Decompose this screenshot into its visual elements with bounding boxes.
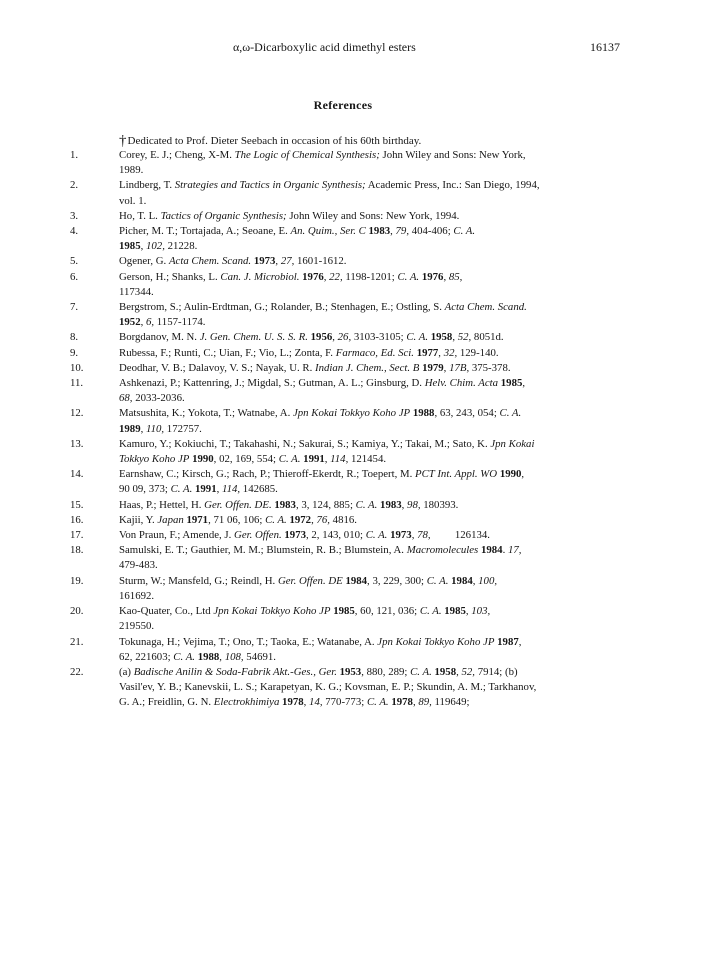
reference-segment: Sturm, W.; Mansfeld, G.; Reindl, H. [119,574,278,587]
reference-year: 1956 [310,331,333,344]
reference-italic-text: Helv. Chim. Acta [424,377,499,390]
reference-line [119,452,595,467]
reference-year: 1952 [119,316,141,329]
reference-item [0,178,720,208]
reference-segment: Tokunaga, H.; Vejima, T.; Ono, T.; Taoka, E.; Watanabe, A. [119,635,378,648]
reference-item [0,376,720,406]
reference-text [119,437,595,467]
reference-item [0,574,720,604]
reference-segment: , 404-406; [406,225,454,238]
reference-italic-text: C. A. [173,650,195,663]
reference-italic-text: 76, [316,513,330,526]
reference-item [0,498,720,513]
reference-italic-text: C. A. [366,696,389,709]
reference-segment: , [521,468,525,481]
reference-number: 18. [70,544,84,557]
reference-number: 20. [70,605,84,618]
reference-line [119,422,595,437]
reference-number: 4. [70,225,79,238]
reference-text [119,361,595,376]
reference-year: 1985 [119,240,141,253]
reference-year: 1990 [499,468,522,481]
reference-line [119,194,595,209]
reference-line [119,604,595,619]
reference-italic-text: Farmaco, Ed. Sci. [335,346,414,359]
reference-italic-text: C. A. [170,483,193,496]
reference-item [0,635,720,665]
reference-segment: John Wiley and Sons: New York, 1994. [286,209,460,222]
reference-segment: , [522,377,526,390]
reference-segment: 3103-3105; [351,331,407,344]
reference-segment: 142685. [240,483,278,496]
reference-line [119,346,595,361]
reference-text [119,467,595,497]
reference-line [119,589,595,604]
reference-segment: Picher, M. T.; Tortajada, A.; Seoane, E. [119,225,291,238]
reference-year: 1978 [391,696,413,709]
reference-segment: Ho, T. L. [119,209,161,222]
reference-text [119,270,595,300]
reference-italic-text: Indian J. Chem., Sect. B [315,361,420,374]
reference-line [119,254,595,269]
reference-item [0,346,720,361]
reference-italic-text: 14, [309,696,323,709]
reference-segment: vol. 1. [119,194,147,207]
reference-segment: , 71 06, 106; [208,513,266,526]
reference-line [119,558,595,573]
reference-segment: , [443,270,449,283]
reference-segment: , [324,453,331,466]
reference-italic-text: Acta Chem. Scand. [444,301,527,314]
reference-segment: Earnshaw, C.; Kirsch, G.; Rach, P.; Thieroff-Ekerdt, R.; Toepert, M. [119,468,416,481]
reference-segment: 161692. [119,589,155,602]
reference-year: 1988 [197,650,220,663]
reference-segment: Gerson, H.; Shanks, L. [119,270,221,283]
reference-line [119,619,595,634]
reference-italic-text: 100, [478,574,498,587]
reference-year: 1984 [345,574,368,587]
reference-italic-text: 89, [418,696,432,709]
reference-segment: Deodhar, V. B.; Dalavoy, V. S.; Nayak, U. R. [119,361,316,374]
reference-line [119,665,595,680]
reference-italic-text: C. A. [406,331,429,344]
reference-segment: , 60, 121, 036; [354,605,420,618]
reference-segment: 117344. [119,285,154,298]
reference-italic-text: C. A. [499,407,522,420]
reference-italic-text: C. A. [278,453,301,466]
reference-italic-text: Japan [157,513,184,526]
reference-text [119,148,595,178]
reference-segment: Academic Press, Inc.: San Diego, 1994, [365,179,540,192]
reference-item [0,528,720,543]
reference-text [119,178,595,208]
reference-text [119,604,595,634]
reference-item [0,406,720,436]
reference-italic-text: 17, [507,544,522,557]
reference-line [119,270,595,285]
reference-italic-text: Jpn Kokai Tokkyo Koho JP [292,407,411,420]
reference-year: 1973 [284,529,306,542]
reference-line [119,406,595,421]
reference-italic-text: An. Quim., Ser. C [290,225,366,238]
reference-segment: Rubessa, F.; Runti, C.; Uian, F.; Vio, L.; Zonta, F. [119,346,336,359]
reference-number: 7. [70,301,79,314]
reference-italic-text: 68, [119,392,133,405]
reference-italic-text: C. A. [426,574,449,587]
reference-segment: Samulski, E. T.; Gauthier, M. M.; Blumstein, R. B.; Blumstein, A. [119,544,407,557]
reference-segment: Bergstrom, S.; Aulin-Erdtman, G.; Rolander, B.; Stenhagen, E.; Ostling, S. [119,301,445,314]
reference-item [0,665,720,711]
reference-line [119,482,595,497]
reference-segment: Kao-Quater, Co., Ltd [119,605,214,618]
reference-number: 13. [70,437,84,450]
reference-italic-text: J. Gen. Chem. U. S. S. R. [199,331,308,344]
reference-segment: 129-140. [457,346,499,359]
reference-number: 9. [70,346,79,359]
reference-italic-text: 102, [146,240,165,253]
reference-italic-text: Badische Anilin & Soda-Fabrik Akt.-Ges., Ger. [133,665,337,678]
reference-italic-text: 98, [407,498,421,511]
reference-segment: Haas, P.; Hettel, H. [119,498,205,511]
reference-year: 1987 [497,635,519,648]
reference-segment: 770-773; [322,696,367,709]
reference-segment: 219550. [119,620,155,633]
reference-line [119,635,595,650]
reference-segment: 119649; [431,696,470,709]
reference-line [119,437,595,452]
reference-item [0,148,720,178]
reference-segment: Lindberg, T. [119,179,175,192]
dedication-note [119,132,421,149]
reference-number: 2. [70,179,79,192]
reference-year: 1976 [302,270,324,283]
reference-segment: 375-378. [469,361,511,374]
section-title: References [313,98,373,112]
reference-line [119,680,595,695]
reference-year: 1972 [289,513,312,526]
reference-year: 1958 [430,331,453,344]
reference-segment: , [443,361,450,374]
reference-item [0,330,720,345]
reference-segment: , [390,225,396,238]
reference-text [119,528,595,543]
reference-year: 1985 [500,377,523,390]
reference-segment: Ashkenazi, P.; Kattenring, J.; Migdal, S.; Gutman, A. L.; Ginsburg, D. [119,377,425,390]
reference-italic-text: 85, [448,270,463,283]
reference-italic-text: Macromolecules [406,544,479,557]
reference-italic-text: 79 [395,225,407,238]
reference-text [119,513,595,528]
reference-year: 1991 [303,453,325,466]
reference-italic-text: 78, [417,529,431,542]
reference-italic-text: 114, [330,453,349,466]
reference-segment: Vasil'ev, Y. B.; Kanevskii, L. S.; Karapetyan, K. G.; Kovsman, E. P.; Skundin, A. M.; Tarkhanov, [119,681,537,694]
reference-segment: 1157-1174. [154,316,206,329]
reference-year: 1977 [416,346,439,359]
reference-italic-text: 6, [146,316,155,329]
reference-italic-text: C. A. [365,529,388,542]
reference-text [119,543,595,573]
reference-line [119,361,595,376]
reference-year: 1971 [186,513,209,526]
reference-segment: 62, 221603; [119,650,174,663]
reference-italic-text: PCT Int. Appl. WO [415,468,498,481]
reference-italic-text: C. A. [397,270,420,283]
reference-item [0,224,720,254]
reference-number: 21. [70,635,84,648]
reference-segment: Borgdanov, M. N. [119,331,200,344]
reference-line [119,467,595,482]
reference-line [119,178,595,193]
reference-segment: 4816. [329,513,357,526]
reference-segment: 121454. [348,453,387,466]
reference-segment: , [303,696,310,709]
reference-italic-text: 52, [461,665,475,678]
reference-segment: 180393. [420,498,459,511]
reference-text [119,300,595,330]
reference-item [0,437,720,467]
reference-segment: G. A.; Freidlin, G. N. [119,696,214,709]
running-title: α,ω-Dicarboxylic acid dimethyl esters [233,40,416,54]
reference-segment: 21228. [164,240,198,253]
reference-text [119,665,595,711]
reference-line [119,300,595,315]
reference-italic-text: Ger. Offen. DE [277,574,343,587]
reference-number: 15. [70,498,84,511]
reference-text [119,330,595,345]
reference-line [119,148,595,163]
reference-segment: , [219,650,225,663]
reference-italic-text: Ger. Offen. [234,529,282,542]
reference-year: 1983 [380,498,402,511]
reference-number: 6. [70,270,79,283]
reference-segment: 1601-1612. [294,255,347,268]
reference-text [119,346,595,361]
reference-segment: , [275,255,281,268]
reference-segment: 1989. [119,164,144,177]
reference-year: 1985 [444,605,466,618]
reference-italic-text: Acta Chem. Scand. [168,255,252,268]
reference-year: 1953 [339,665,362,678]
reference-line [119,330,595,345]
reference-number: 17. [70,529,84,542]
reference-year: 1990 [192,453,214,466]
reference-segment: , [518,635,522,648]
reference-item [0,361,720,376]
reference-line [119,163,595,178]
reference-year: 1958 [434,665,457,678]
reference-year: 1983 [368,225,391,238]
reference-italic-text: Jpn Kokai Tokkyo Koho JP [377,635,495,648]
reference-line [119,543,595,558]
reference-year: 1988 [412,407,435,420]
reference-number: 3. [70,209,79,222]
reference-item [0,209,720,224]
reference-year: 1985 [333,605,355,618]
reference-segment: (a) [119,665,134,678]
reference-segment: 7914; (b) [475,665,518,678]
reference-number: 1. [70,149,79,161]
reference-item [0,604,720,634]
reference-segment: 172757. [164,422,202,435]
reference-number: 10. [70,361,84,374]
reference-line [119,239,595,254]
reference-segment: , [456,665,462,678]
reference-segment: John Wiley and Sons: New York, [379,149,526,161]
reference-text [119,574,595,604]
reference-year: 1991 [195,483,217,496]
reference-segment: Kamuro, Y.; Kokiuchi, T.; Takahashi, N.; Sakurai, S.; Kamiya, Y.; Takai, M.; Sato, K. [119,437,491,450]
reference-line [119,285,595,300]
reference-item [0,543,720,573]
reference-number: 8. [70,331,79,344]
reference-year: 1973 [253,255,276,268]
reference-segment: , 880, 289; [361,665,411,678]
reference-segment: , [140,422,146,435]
reference-segment: Matsushita, K.; Yokota, T.; Watnabe, A. [119,407,293,420]
reference-segment: Corey, E. J.; Cheng, X-M. [119,149,235,161]
reference-year: 1973 [390,529,412,542]
reference-italic-text: 110, [146,422,165,435]
reference-text [119,209,595,224]
reference-line [119,376,595,391]
running-header [0,40,720,60]
reference-italic-text: Electrokhimiya [213,696,280,709]
reference-italic-text: Jpn Kokai Tokkyo Koho JP [213,605,331,618]
reference-line [119,391,595,406]
reference-italic-text: 114, [222,483,241,496]
reference-line [119,513,595,528]
reference-italic-text: C. A. [265,513,287,526]
reference-segment: , [472,574,479,587]
reference-segment: 8051d. [471,331,504,344]
reference-italic-text: 27, [280,255,295,268]
reference-year: 1984 [451,574,473,587]
reference-segment: 479-483. [119,559,158,572]
reference-italic-text: Jpn Kokai [490,437,535,450]
reference-italic-text: C. A. [355,498,378,511]
reference-year: 1989 [119,422,141,435]
reference-segment: , [332,331,338,344]
reference-italic-text: 103, [471,605,491,618]
reference-segment: , [465,605,472,618]
reference-line [119,650,595,665]
reference-segment: , 3, 124, 885; [295,498,356,511]
reference-segment: 126134. [430,529,490,542]
reference-line [119,498,595,513]
reference-year: 1984 [480,544,503,557]
reference-segment: , [438,346,444,359]
reference-italic-text: 32, [443,346,458,359]
reference-item [0,513,720,528]
reference-segment: , 02, 169, 554; [213,453,279,466]
reference-italic-text: Strategies and Tactics in Organic Synthesis; [174,179,366,192]
reference-line [119,574,595,589]
reference-line [119,695,595,710]
reference-line [119,315,595,330]
reference-segment: , 2, 143, 010; [306,529,366,542]
reference-segment: , [452,331,458,344]
reference-segment: , [323,270,330,283]
reference-number: 16. [70,513,84,526]
reference-text [119,406,595,436]
reference-text [119,224,595,254]
reference-segment: , 63, 243, 054; [434,407,500,420]
reference-line [119,224,595,239]
reference-text [119,498,595,513]
reference-italic-text: 22, [329,270,343,283]
reference-italic-text: Tokkyo Koho JP [119,453,190,466]
reference-year: 1978 [282,696,304,709]
reference-italic-text: 17B, [449,361,470,374]
reference-segment: 90 09, 373; [119,483,171,496]
reference-italic-text: C. A. [410,665,432,678]
reference-segment: Von Praun, F.; Amende, J. [119,529,235,542]
reference-item [0,254,720,269]
reference-segment: , [411,529,418,542]
reference-number: 19. [70,574,84,587]
reference-number: 22. [70,665,84,678]
reference-segment: Kajii, Y. [119,513,158,526]
reference-year: 1979 [422,361,444,374]
reference-number: 11. [70,377,84,390]
reference-segment: 54691. [243,650,276,663]
reference-year: 1976 [421,270,444,283]
reference-segment: , [216,483,222,496]
reference-line [119,528,595,543]
reference-italic-text: 26, [337,331,352,344]
reference-segment: 1198-1201; [342,270,398,283]
reference-italic-text: Ger. Offen. DE. [204,498,272,511]
reference-italic-text: Can. J. Microbiol. [220,270,300,283]
reference-year: 1983 [274,498,296,511]
reference-number: 5. [70,255,79,268]
reference-italic-text: C. A. [419,605,442,618]
reference-segment: , [311,513,317,526]
reference-segment: , [140,316,146,329]
reference-item [0,467,720,497]
reference-segment: . [502,544,508,557]
reference-segment: Ogener, G. [119,255,169,268]
reference-segment: , [401,498,408,511]
reference-text [119,635,595,665]
reference-item [0,300,720,330]
reference-italic-text: 52, [457,331,472,344]
reference-segment: , 3, 229, 300; [367,574,427,587]
reference-italic-text: Tactics of Organic Synthesis; [160,209,287,222]
reference-number: 14. [70,468,84,481]
reference-segment: 2033-2036. [132,392,185,405]
reference-item [0,270,720,300]
reference-line [119,209,595,224]
reference-number: 12. [70,407,84,420]
page-number: 16137 [590,40,620,54]
reference-text [119,376,595,406]
dagger-symbol: † [119,133,127,149]
reference-italic-text: The Logic of Chemical Synthesis; [234,149,380,161]
reference-text [119,254,595,269]
reference-italic-text: 108, [224,650,244,663]
reference-segment: , [140,240,146,253]
reference-list [0,148,720,711]
dedication-text: Dedicated to Prof. Dieter Seebach in occasion of his 60th birthday. [127,135,422,147]
reference-segment: , [412,696,419,709]
reference-italic-text: C. A. [453,225,476,238]
